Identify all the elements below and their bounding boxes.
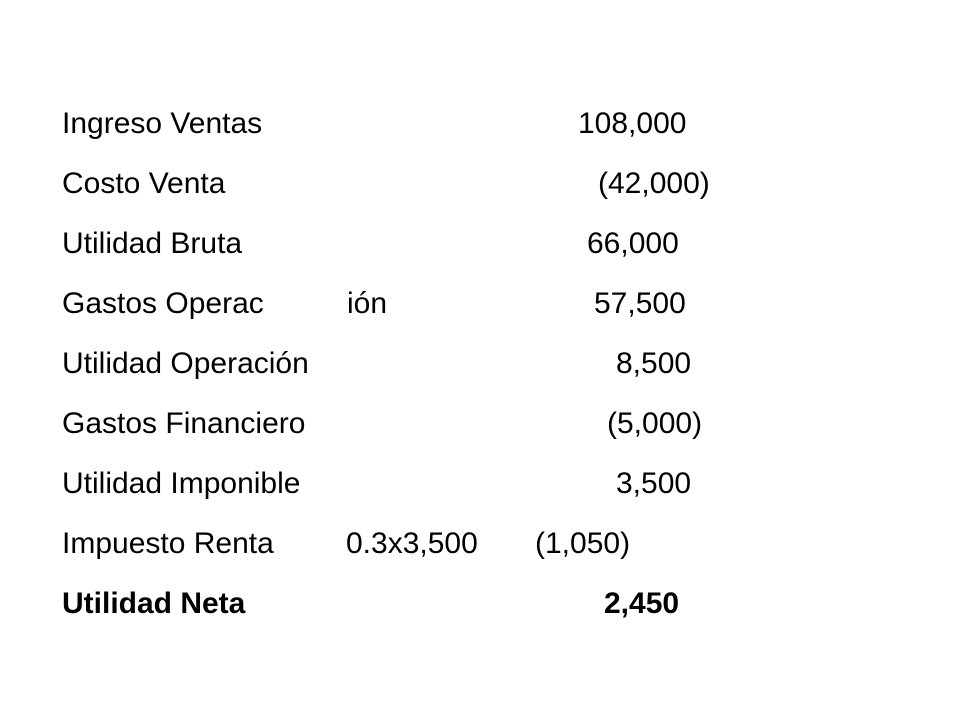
row-value: (1,050): [535, 527, 631, 560]
row-label: Costo Venta: [62, 167, 226, 200]
row-value: 3,500: [616, 467, 692, 500]
row-value: 108,000: [578, 107, 687, 140]
row-value: (5,000): [607, 407, 703, 440]
row-value: 66,000: [587, 227, 679, 260]
row-label: Impuesto Renta: [62, 527, 274, 560]
row-value: 57,500: [594, 287, 686, 320]
row-label: Utilidad Imponible: [62, 467, 301, 500]
row-label: Ingreso Ventas: [62, 107, 263, 140]
row-label-part1: Gastos Operac: [62, 287, 264, 320]
row-label: Utilidad Operación: [62, 347, 309, 380]
row-value: (42,000): [598, 167, 710, 200]
row-label: Gastos Financiero: [62, 407, 306, 440]
row-label: Utilidad Bruta: [62, 227, 243, 260]
row-value: 8,500: [616, 347, 692, 380]
row-label-part2: ión: [347, 287, 388, 320]
row-value: 2,450: [604, 587, 680, 620]
row-label: Utilidad Neta: [62, 587, 246, 620]
row-calculation: 0.3x3,500: [346, 527, 478, 560]
